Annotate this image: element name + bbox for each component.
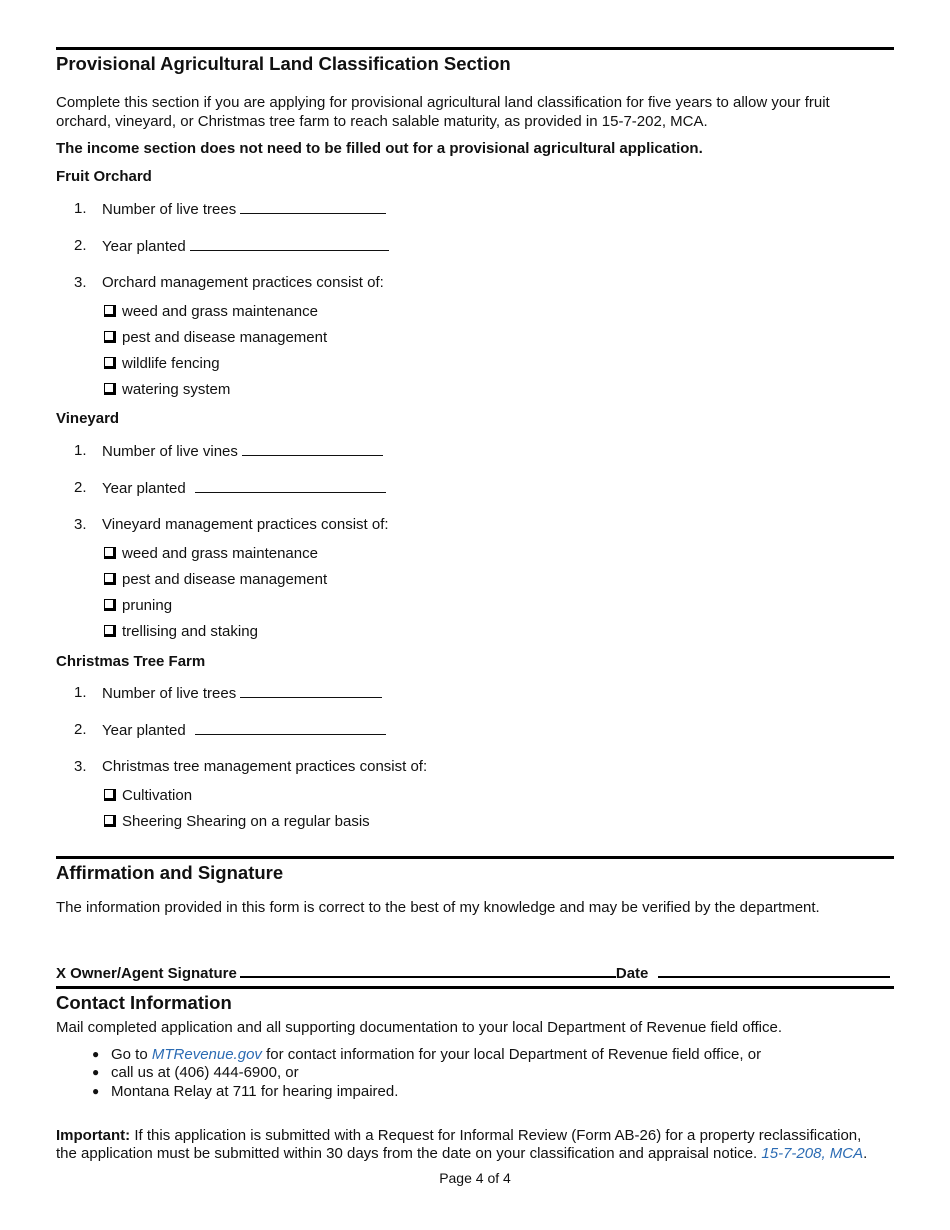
contact-bullet-2: call us at (406) 444-6900, or <box>111 1064 299 1081</box>
checkbox-icon[interactable] <box>104 789 116 801</box>
christmas-practices-label: Christmas tree management practices consist of: <box>102 758 428 775</box>
orchard-live-trees-blank[interactable] <box>240 200 386 214</box>
list-number: 1. <box>74 442 87 459</box>
list-number: 2. <box>74 237 87 254</box>
checkbox-icon[interactable] <box>104 625 116 637</box>
checkbox-label: weed and grass maintenance <box>122 545 318 562</box>
section-rule-contact <box>56 986 894 989</box>
list-number: 3. <box>74 516 87 533</box>
fruit-orchard-heading: Fruit Orchard <box>56 168 152 185</box>
field-label: Year planted <box>102 238 186 255</box>
vineyard-year-planted-field[interactable] <box>102 479 386 497</box>
important-end: . <box>863 1145 868 1162</box>
section-title-affirmation: Affirmation and Signature <box>56 862 284 883</box>
important-text: the application must be submitted within 30 days from the date on your classification and appraisal notice. <box>56 1145 758 1162</box>
affirmation-text: The information provided in this form is correct to the best of my knowledge and may be verified by the department. <box>56 899 820 916</box>
field-label: Number of live trees <box>102 685 237 702</box>
checkbox-item[interactable] <box>104 355 220 372</box>
checkbox-label: wildlife fencing <box>122 355 220 372</box>
signature-line[interactable] <box>240 962 616 978</box>
checkbox-icon[interactable] <box>104 547 116 559</box>
list-number: 2. <box>74 479 87 496</box>
checkbox-item[interactable] <box>104 787 192 804</box>
intro-line-1: Complete this section if you are applying for provisional agricultural land classification for five years to allow your fruit <box>56 94 830 111</box>
checkbox-label: pest and disease management <box>122 571 328 588</box>
date-line[interactable] <box>658 962 890 978</box>
orchard-year-planted-field[interactable] <box>102 237 389 255</box>
checkbox-icon[interactable] <box>104 357 116 369</box>
checkbox-item[interactable] <box>104 597 172 614</box>
christmas-live-trees-blank[interactable] <box>240 684 382 698</box>
checkbox-label: weed and grass maintenance <box>122 303 318 320</box>
checkbox-icon[interactable] <box>104 599 116 611</box>
list-number: 3. <box>74 758 87 775</box>
checkbox-item[interactable] <box>104 623 258 640</box>
checkbox-icon[interactable] <box>104 383 116 395</box>
signature-label: X Owner/Agent Signature <box>56 965 237 982</box>
checkbox-icon[interactable] <box>104 305 116 317</box>
contact-bullet-1 <box>111 1046 761 1063</box>
checkbox-item[interactable] <box>104 545 318 562</box>
list-number: 2. <box>74 721 87 738</box>
bullet-text: Go to <box>111 1046 148 1063</box>
checkbox-label: trellising and staking <box>122 623 258 640</box>
field-label: Number of live vines <box>102 443 238 460</box>
christmas-tree-heading: Christmas Tree Farm <box>56 653 206 670</box>
christmas-live-trees-field[interactable] <box>102 684 382 702</box>
bullet-icon: ● <box>92 1084 100 1098</box>
vineyard-live-vines-blank[interactable] <box>242 442 383 456</box>
section-rule-top <box>56 47 894 50</box>
checkbox-label: Sheering Shearing on a regular basis <box>122 813 370 830</box>
vineyard-heading: Vineyard <box>56 410 120 427</box>
checkbox-label: watering system <box>122 381 231 398</box>
bullet-text: for contact information for your local Department of Revenue field office, or <box>266 1046 762 1063</box>
intro-line-2: orchard, vineyard, or Christmas tree farm to reach salable maturity, as provided in 15-7-202, MCA. <box>56 113 708 130</box>
section-title-contact: Contact Information <box>56 992 232 1013</box>
checkbox-item[interactable] <box>104 381 230 398</box>
checkbox-label: pest and disease management <box>122 329 328 346</box>
field-label: Number of live trees <box>102 201 237 218</box>
section-title-provisional: Provisional Agricultural Land Classification Section <box>56 53 511 74</box>
checkbox-item[interactable] <box>104 303 318 320</box>
field-label: Year planted <box>102 480 186 497</box>
vineyard-live-vines-field[interactable] <box>102 442 383 460</box>
checkbox-icon[interactable] <box>104 331 116 343</box>
orchard-live-trees-field[interactable] <box>102 200 386 218</box>
important-label: Important: <box>56 1127 131 1144</box>
field-label: Year planted <box>102 722 186 739</box>
christmas-year-planted-field[interactable] <box>102 721 386 739</box>
orchard-practices-label: Orchard management practices consist of: <box>102 274 384 291</box>
section-rule-affirmation <box>56 856 894 859</box>
checkbox-item[interactable] <box>104 571 327 588</box>
important-line-1 <box>56 1126 861 1145</box>
contact-intro: Mail completed application and all supporting documentation to your local Department of Revenue field office. <box>56 1019 782 1036</box>
list-number: 1. <box>74 200 87 217</box>
vineyard-year-planted-blank[interactable] <box>195 479 386 493</box>
list-number: 1. <box>74 684 87 701</box>
bullet-icon: ● <box>92 1047 100 1061</box>
important-line-2 <box>56 1144 867 1163</box>
checkbox-icon[interactable] <box>104 815 116 827</box>
contact-bullet-3: Montana Relay at 711 for hearing impaired. <box>111 1083 399 1100</box>
vineyard-practices-label: Vineyard management practices consist of: <box>102 516 389 533</box>
date-label: Date <box>615 965 649 982</box>
checkbox-label: pruning <box>122 597 173 614</box>
christmas-year-planted-blank[interactable] <box>195 721 386 735</box>
list-number: 3. <box>74 274 87 291</box>
income-note: The income section does not need to be filled out for a provisional agricultural application. <box>56 140 703 157</box>
page-number: Page 4 of 4 <box>439 1170 511 1186</box>
important-text: If this application is submitted with a Request for Informal Review (Form AB-26) for a property reclassification, <box>134 1127 862 1144</box>
checkbox-item[interactable] <box>104 813 370 830</box>
mtrevenue-link[interactable]: MTRevenue.gov <box>151 1046 262 1063</box>
checkbox-label: Cultivation <box>122 787 193 804</box>
orchard-year-planted-blank[interactable] <box>190 237 389 251</box>
checkbox-icon[interactable] <box>104 573 116 585</box>
checkbox-item[interactable] <box>104 329 327 346</box>
statute-link[interactable]: 15-7-208, MCA <box>761 1145 864 1162</box>
bullet-icon: ● <box>92 1065 100 1079</box>
signature-row <box>56 962 890 983</box>
